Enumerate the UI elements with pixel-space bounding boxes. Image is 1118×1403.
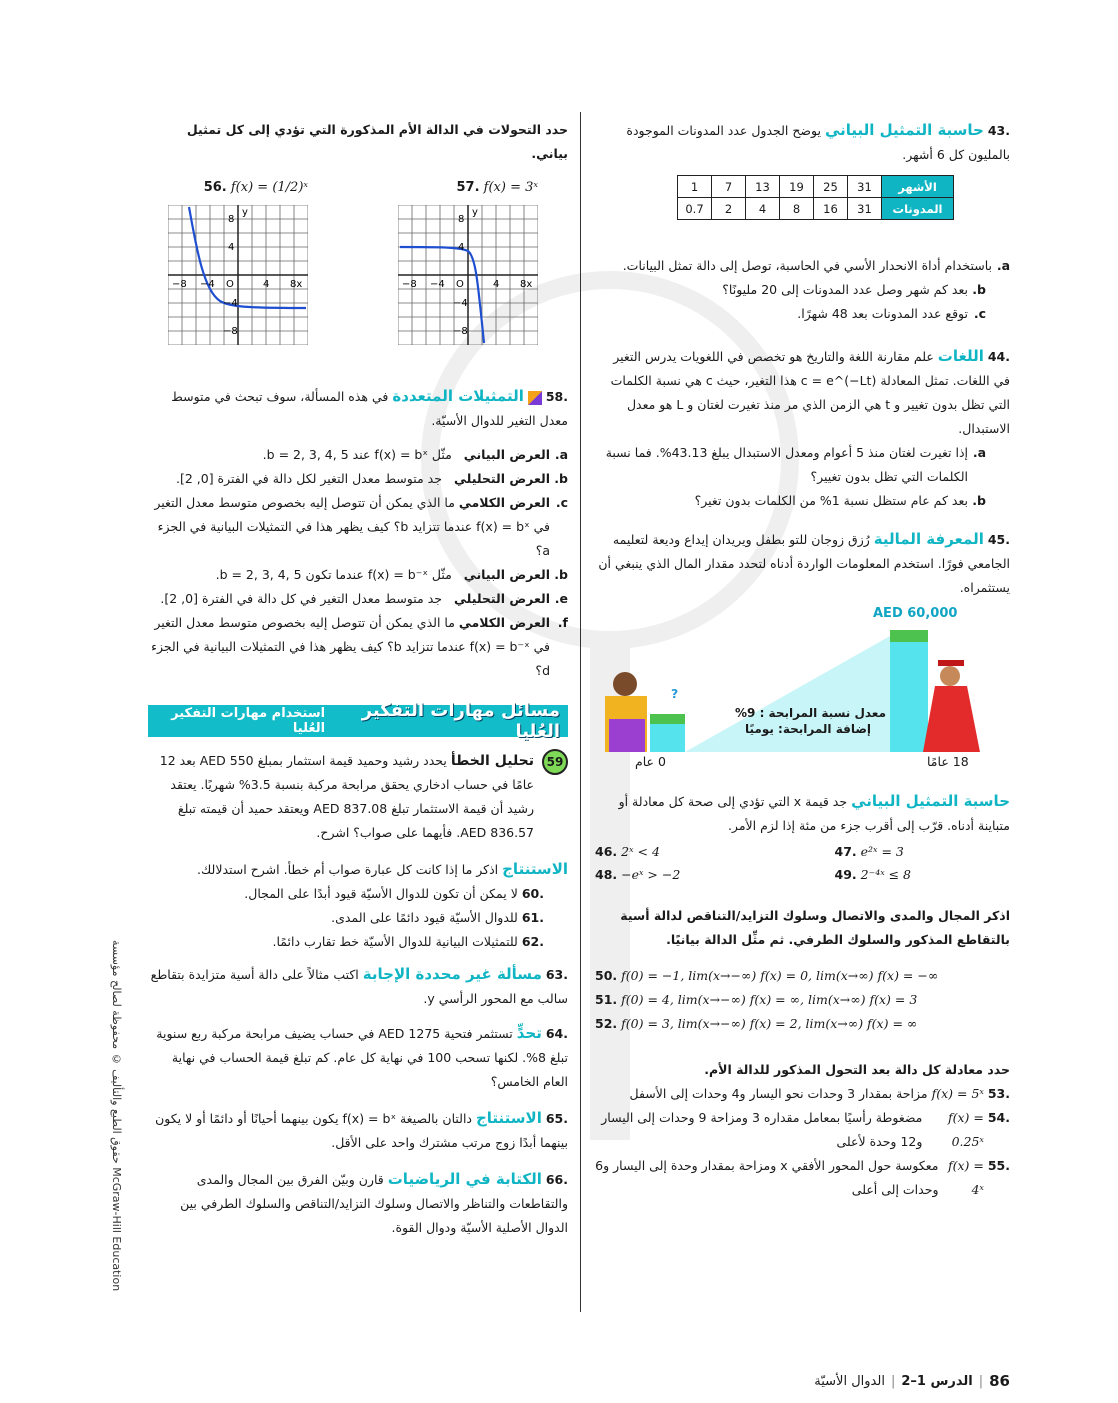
footer-separator: | — [890, 1373, 896, 1389]
graph-57: 57. f(x) = 3ˣ −8 −4 O 4 8x 8 4 y −4 −8 — [378, 180, 538, 348]
table-row: 0.7 2 4 8 16 31 المدونات — [678, 198, 954, 220]
q43-part-b: b. بعد كم شهر وصل عدد المدونات إلى 20 مليونًا؟ — [722, 282, 986, 297]
column-divider — [580, 112, 581, 1312]
svg-text:8: 8 — [228, 214, 235, 225]
svg-text:−8: −8 — [453, 326, 468, 337]
svg-text:−8: −8 — [402, 279, 417, 290]
savings-illustration — [595, 606, 1010, 781]
svg-text:−4: −4 — [200, 279, 215, 290]
svg-text:4: 4 — [458, 242, 465, 253]
q43-part-c: c. توقع عدد المدونات بعد 48 شهرًا. — [797, 306, 986, 321]
q58-part-b: b. العرض التحليلي جد متوسط معدل التغير لكل دالة في الفترة [0, 2]. — [175, 471, 568, 486]
rate-label: معدل نسبة المرابحة : 9% — [735, 706, 887, 720]
graphing-calculator-section: حاسبة التمثيل البياني جد قيمة x التي تؤدي إلى صحة كل معادلة أو متباينة أدناه. قرّب إلى أقرب جزء من مئة إذا لزم الأمر. 46. 2ˣ < 4 47. e²ˣ = 3 48. −eˣ > −2 49. 2⁻⁴ˣ ≤ 8 — [595, 792, 1010, 882]
svg-text:8x: 8x — [520, 279, 533, 290]
problem-55: 55. f(x) = 4ˣ معكوسة حول المحور الأفقي x ومزاحة بمقدار وحدة إلى اليسار و6 وحدات إلى أعلى — [595, 1158, 1010, 1197]
footer-separator: | — [978, 1373, 984, 1389]
right-column — [595, 118, 1010, 1202]
blogs-table — [677, 175, 954, 220]
page-number: 86 — [989, 1372, 1010, 1390]
lesson-label: الدرس 1–2 — [901, 1373, 973, 1389]
graphs-instruction: حدد التحولات في الدالة الأم المذكورة التي تؤدي إلى كل تمثيل بياني. — [186, 122, 568, 161]
problem-61: 61. للدوال الأسيّة قيود دائمًا على المدى. — [331, 910, 544, 925]
problem-53: 53. f(x) = 5ˣ مزاحة بمقدار 3 وحدات نحو اليسار و4 وحدات إلى الأسفل — [629, 1086, 1010, 1101]
svg-text:8x: 8x — [290, 279, 303, 290]
left-column — [148, 118, 568, 1240]
q44-part-b: b. بعد كم عام ستظل نسبة 1% من الكلمات بدون تغير؟ — [694, 493, 986, 508]
growth-diagram — [595, 624, 1010, 774]
graphs-row — [148, 180, 568, 348]
compound-label: إضافة المرابحة: يوميًا — [745, 722, 872, 736]
problem-48: 48. −eˣ > −2 — [595, 867, 681, 882]
chapter-title: الدوال الأسيّة — [814, 1373, 885, 1389]
question-59-badge: 59 — [542, 749, 568, 775]
question-66: 66. الكتابة في الرياضيات قارن وبيّن الفرق بين المجال والمدى والتقاطعات والتناظر والاتصال وسلوك التزايد/التناقص والسلوك الطرفي بين الدوال الأصلية الأسيّة ودوال القوة. — [180, 1170, 568, 1235]
graph-56-plot — [168, 205, 308, 345]
problem-52: 52. f(0) = 3, lim(x→−∞) f(x) = 2, lim(x→∞) f(x) = ∞ — [595, 1016, 918, 1031]
svg-text:−8: −8 — [172, 279, 187, 290]
q58-part-e: e. العرض التحليلي جد متوسط معدل التغير في كل دالة في الفترة [0, 2]. — [160, 591, 568, 606]
q44-part-a: a. إذا تغيرت لغتان منذ 5 أعوام ومعدل الاستبدال يبلغ 43.13%. فما نسبة الكلمات التي تظل بدون تغيير؟ — [605, 445, 986, 484]
svg-text:y: y — [242, 207, 248, 218]
problem-50: 50. f(0) = −1, lim(x→−∞) f(x) = 0, lim(x→∞) f(x) = −∞ — [595, 968, 939, 983]
copyright-note: حقوق الطبع والتأليف © محفوظة لصالح مؤسسة McGraw-Hill Education — [110, 940, 123, 1292]
banner-title: مسائل مهارات التفكير العُليا — [361, 700, 560, 742]
svg-text:4: 4 — [493, 279, 500, 290]
hots-banner — [148, 700, 568, 742]
svg-text:8: 8 — [458, 214, 465, 225]
question-59: 59 تحليل الخطأ يحدد رشيد وحميد قيمة استثمار بمبلغ AED 550 بعد 12 عامًا في حساب ادخاري يحقق مرابحة مركبة بنسبة 3.5% شهريًا. يعتقد رشيد أن قيمة الاستثمار تبلغ AED 837.08 ويعتقد حميد أن قيمته تبلغ AED 836.57. فأيهما على صواب؟ اشرح. — [148, 749, 568, 845]
svg-text:4: 4 — [228, 242, 235, 253]
problem-54: 54. f(x) = 0.25ˣ مضغوطة رأسيًا بمعامل مقداره 3 ومزاحة 9 وحدات إلى اليسار و12 وحدة لأعلى — [601, 1110, 1010, 1149]
question-65: 65. الاستنتاج دالتان بالصيغة f(x) = bˣ يكون بينهما أحيانًا أو دائمًا أو لا يكون بينهما أبدًا زوج مرتب مشترك واحد على الأقل. — [155, 1109, 568, 1150]
q43-part-a: a. باستخدام أداة الانحدار الأسي في الحاسبة، توصل إلى دالة تمثل البيانات. — [622, 258, 1010, 273]
graph-57-plot — [398, 205, 538, 345]
table-row: 1 7 13 19 25 31 الأشهر — [678, 176, 954, 198]
svg-text:y: y — [472, 207, 478, 218]
q43-title: حاسبة التمثيل البياني — [824, 121, 984, 139]
svg-text:O: O — [456, 279, 464, 290]
question-63: 63. مسألة غير محددة الإجابة اكتب مثالاً على دالة أسية متزايدة بتقاطع سالب مع المحور الرأسي y. — [150, 965, 568, 1006]
svg-text:−4: −4 — [430, 279, 445, 290]
target-amount: AED 60,000 — [873, 606, 958, 621]
question-mark: ? — [671, 686, 679, 701]
question-43: 43. حاسبة التمثيل البياني يوضح الجدول عدد المدونات الموجودة بالمليون كل 6 أشهر. 1 7 13 19 25 31 الأشهر 0.7 2 4 8 16 31 المدونات a. باستخدام أداة الانحدار الأسي في الحاسبة، توصل إلى دالة تمثل البيانات. b. بعد كم شهر وصل عدد المدونات إلى 20 مليونًا؟ c. توقع عدد المدونات بعد 48 شهرًا. — [595, 118, 1010, 326]
row-header-months: الأشهر — [882, 176, 954, 198]
q58-part-f: f. العرض الكلامي ما الذي يمكن أن تتوصل إليه بخصوص متوسط معدل التغير في f(x) = b⁻ˣ عندما تتزايد b؟ كيف يظهر هذا في التمثيلات البيانية في الجزء d؟ — [151, 615, 568, 678]
transform-section: حدد معادلة كل دالة بعد التحول المذكور للدالة الأم. 53. f(x) = 5ˣ مزاحة بمقدار 3 وحدات نحو اليسار و4 وحدات إلى الأسفل 54. f(x) = 0.25ˣ مضغوطة رأسيًا بمعامل مقداره 3 ومزاحة 9 وحدات إلى اليسار و12 وحدة لأعلى 55. f(x) = 4ˣ معكوسة حول المحور الأفقي x ومزاحة بمقدار وحدة إلى اليسار و6 وحدات إلى أعلى — [595, 1058, 1010, 1202]
multiple-representations-icon — [528, 391, 542, 405]
problem-46: 46. 2ˣ < 4 — [595, 844, 660, 859]
problem-49: 49. 2⁻⁴ˣ ≤ 8 — [834, 867, 912, 882]
question-44: 44. اللغات علم مقارنة اللغة والتاريخ هو تخصص في اللغويات يدرس التغير في اللغات. تمثل المعادلة c = e^(−Lt) هذا التغير، حيث c هي نسبة الكلمات التي تظل بدون تغيير و t هي الزمن الذي مر منذ تغيرت لغتان و L هو معدل الاستبدال. a. إذا تغيرت لغتان منذ 5 أعوام ومعدل الاستبدال يبلغ 43.13%. فما نسبة الكلمات التي تظل بدون تغيير؟ b. بعد كم عام ستظل نسبة 1% من الكلمات بدون تغير؟ — [595, 344, 1010, 513]
graph-56: 56. f(x) = (1/2)ˣ −8 −4 O 4 8x 8 4 y −4 −8 — [148, 180, 308, 348]
problem-60: 60. لا يمكن أن تكون للدوال الأسيّة قيود أبدًا على المجال. — [244, 886, 544, 901]
question-64: 64. تحدٍّ تستثمر فتحية AED 1275 في حساب يضيف مرابحة مركبة ربع سنوية تبلغ 8%. لكنها تسحب 100 في نهاية كل عام. كم تبلغ قيمة الحساب في نهاية العام الخامس؟ — [156, 1024, 568, 1089]
q58-part-c: c. العرض الكلامي ما الذي يمكن أن تتوصل إليه بخصوص متوسط معدل التغير في f(x) = bˣ عندما تتزايد b؟ كيف يظهر هذا في التمثيلات البيانية في الجزء a؟ — [154, 495, 568, 558]
start-label: 0 عام — [635, 754, 666, 769]
q58-part-a: a. العرض البياني مثّل f(x) = bˣ عند b = 2, 3, 4, 5. — [262, 447, 568, 462]
banner-subtitle: استخدام مهارات التفكير العُليا — [171, 706, 326, 736]
domain-range-section: اذكر المجال والمدى والاتصال وسلوك التزايد/التناقص لدالة أسية بالتقاطع المذكور والسلوك الطرفي. ثم مثِّل الدالة بيانيًا. 50. f(0) = −1, lim(x→−∞) f(x) = 0, lim(x→∞) f(x) = −∞ 51. f(0) = 4, lim(x→−∞) f(x) = ∞, lim(x→∞) f(x) = 3 52. f(0) = 3, lim(x→−∞) f(x) = 2, lim(x→∞) f(x) = ∞ — [595, 904, 1010, 1036]
question-45: 45. المعرفة المالية رُزق زوجان للتو بطفل ويريدان إيداع وديعة لتعليمه الجامعي فورًا. استخدم المعلومات الواردة أدناه لتحدد مقدار المال الذي ينبغي أن يستثمراه. AED 60,000 ? معدل نسبة المرابحة : 9% إضافة المرابحة: يوميًا 0 عام 18 عامًا — [595, 527, 1010, 781]
page-footer — [810, 1372, 1010, 1390]
svg-text:O: O — [226, 279, 234, 290]
problem-47: 47. e²ˣ = 3 — [834, 844, 904, 859]
svg-text:4: 4 — [263, 279, 270, 290]
svg-text:−4: −4 — [223, 298, 238, 309]
row-header-blogs: المدونات — [882, 198, 954, 220]
end-label: 18 عامًا — [927, 754, 969, 769]
question-58: 58. التمثيلات المتعددة في هذه المسألة، سوف تبحث في متوسط معدل التغير للدوال الأسيّة. a. العرض البياني مثّل f(x) = bˣ عند b = 2, 3, 4, 5. b. العرض التحليلي جد متوسط معدل التغير لكل دالة في الفترة [0, 2]. c. العرض الكلامي ما الذي يمكن أن تتوصل إليه بخصوص متوسط معدل التغير في f(x) = bˣ عندما تتزايد b؟ كيف يظهر هذا في التمثيلات البيانية في الجزء a؟ b. العرض البياني مثّل f(x) = b⁻ˣ عندما تكون b = 2, 3, 4, 5. e. العرض التحليلي جد متوسط معدل التغير في كل دالة في الفترة [0, 2]. f. العرض الكلامي ما الذي يمكن أن تتوصل إليه بخصوص متوسط معدل التغير في f(x) = b⁻ˣ عندما تتزايد b؟ كيف يظهر هذا في التمثيلات البيانية في الجزء d؟ — [148, 384, 568, 683]
q58-part-d: b. العرض البياني مثّل f(x) = b⁻ˣ عندما تكون b = 2, 3, 4, 5. — [215, 567, 568, 582]
reasoning-section: الاستنتاج اذكر ما إذا كانت كل عبارة صواب أم خطأ. اشرح استدلالك. 60. لا يمكن أن تكون للدوال الأسيّة قيود أبدًا على المجال. 61. للدوال الأسيّة قيود دائمًا على المدى. 62. للتمثيلات البيانية للدوال الأسيّة خط تقارب دائمًا. — [148, 857, 568, 954]
svg-text:−8: −8 — [223, 326, 238, 337]
problem-62: 62. للتمثيلات البيانية للدوال الأسيّة خط تقارب دائمًا. — [272, 934, 544, 949]
problem-51: 51. f(0) = 4, lim(x→−∞) f(x) = ∞, lim(x→∞) f(x) = 3 — [595, 992, 918, 1007]
svg-text:−4: −4 — [453, 298, 468, 309]
